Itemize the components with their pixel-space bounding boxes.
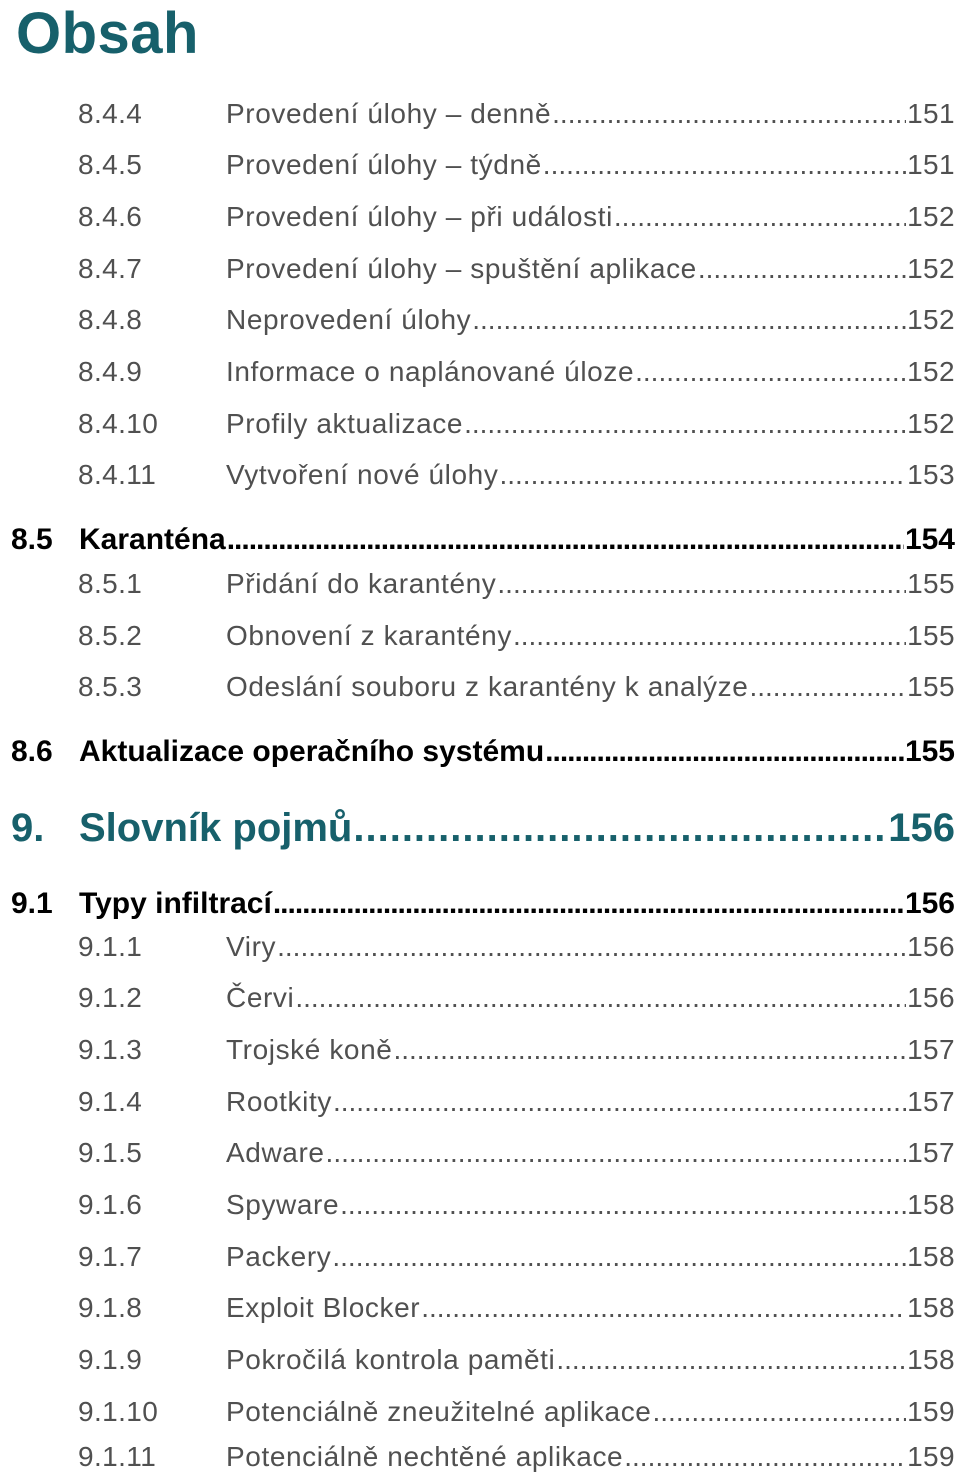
toc-entry-title: Rootkity (226, 1086, 332, 1117)
dot-leader (749, 671, 906, 703)
toc-entry-9-1-3[interactable] (0, 1034, 955, 1074)
toc-entry-9-1[interactable] (0, 887, 955, 929)
toc-entry-page: 158 (907, 1189, 955, 1220)
dot-leader (497, 568, 906, 600)
toc-entry-page: 153 (907, 459, 955, 490)
dot-leader (340, 1189, 906, 1221)
toc-entry-number: 9.1.9 (78, 1344, 143, 1375)
toc-entry-8-4-8[interactable] (0, 304, 955, 344)
toc-entry-8-4-6[interactable] (0, 201, 955, 241)
dot-leader (353, 806, 887, 851)
toc-entry-title: Obnovení z karantény (226, 620, 512, 651)
toc-entry-page: 154 (904, 523, 955, 556)
toc-entry-number: 8.5.2 (78, 620, 143, 651)
toc-entry-page: 156 (888, 806, 955, 850)
toc-entry-9-1-8[interactable] (0, 1292, 955, 1332)
toc-entry-number: 8.6 (11, 735, 53, 768)
toc-entry-title: Potenciálně zneužitelné aplikace (226, 1396, 652, 1427)
dot-leader (556, 1344, 906, 1376)
toc-entry-title: Vytvoření nové úlohy (226, 459, 499, 490)
toc-entry-title: Packery (226, 1241, 332, 1272)
toc-entry-9-1-6[interactable] (0, 1189, 955, 1229)
toc-entry-page: 151 (907, 98, 955, 129)
toc-entry-number: 8.4.5 (78, 149, 143, 180)
toc-entry-page: 155 (907, 620, 955, 651)
toc-entry-page: 159 (907, 1396, 955, 1427)
dot-leader (273, 887, 904, 921)
toc-entry-8-5-1[interactable] (0, 568, 955, 608)
toc-entry-8-4-7[interactable] (0, 253, 955, 293)
toc-entry-9-1-5[interactable] (0, 1137, 955, 1177)
toc-entry-number: 8.4.9 (78, 356, 143, 387)
toc-entry-number: 9.1.7 (78, 1241, 143, 1272)
dot-leader (543, 149, 906, 181)
toc-entry-page: 152 (907, 304, 955, 335)
toc-entry-number: 8.4.4 (78, 98, 143, 129)
toc-entry-8-4-11[interactable] (0, 459, 955, 499)
toc-entry-page: 155 (904, 735, 955, 768)
dot-leader (295, 982, 906, 1014)
toc-entry-number: 9.1.11 (78, 1441, 157, 1472)
toc-entry-9-1-2[interactable] (0, 982, 955, 1022)
toc-entry-number: 9.1.3 (78, 1034, 143, 1065)
dot-leader (652, 1396, 906, 1428)
toc-entry-page: 157 (907, 1034, 955, 1065)
dot-leader (513, 620, 906, 652)
toc-entry-8-5-2[interactable] (0, 620, 955, 660)
toc-entry-page: 159 (907, 1441, 955, 1472)
toc-entry-page: 156 (907, 982, 955, 1013)
toc-entry-title: Provedení úlohy – denně (226, 98, 552, 129)
dot-leader (472, 304, 906, 336)
dot-leader (499, 459, 906, 491)
toc-entry-page: 158 (907, 1344, 955, 1375)
dot-leader (552, 98, 906, 130)
toc-entry-page: 158 (907, 1241, 955, 1272)
toc-entry-number: 9.1.6 (78, 1189, 143, 1220)
dot-leader (421, 1292, 906, 1324)
toc-entry-9-1-4[interactable] (0, 1086, 955, 1126)
dot-leader (227, 523, 904, 557)
toc-entry-number: 8.5 (11, 523, 53, 556)
toc-entry-chapter-9[interactable] (0, 806, 955, 858)
toc-entry-title: Aktualizace operačního systému (79, 735, 545, 768)
toc-entry-page: 152 (907, 408, 955, 439)
toc-entry-number: 9.1.1 (78, 931, 143, 962)
toc-entry-title: Informace o naplánované úloze (226, 356, 635, 387)
toc-entry-title: Provedení úlohy – spuštění aplikace (226, 253, 697, 284)
toc-entry-number: 9.1.5 (78, 1137, 143, 1168)
toc-entry-number: 8.4.8 (78, 304, 143, 335)
toc-entry-page: 156 (904, 887, 955, 920)
toc-entry-9-1-10[interactable] (0, 1396, 955, 1436)
toc-entry-page: 151 (907, 149, 955, 180)
toc-entry-8-4-10[interactable] (0, 408, 955, 448)
dot-leader (277, 931, 906, 963)
toc-entry-number: 8.4.6 (78, 201, 143, 232)
toc-entry-page: 158 (907, 1292, 955, 1323)
dot-leader (635, 356, 906, 388)
dot-leader (332, 1241, 906, 1273)
dot-leader (333, 1086, 906, 1118)
toc-entry-title: Adware (226, 1137, 325, 1168)
toc-entry-page: 156 (907, 931, 955, 962)
toc-entry-8-4-9[interactable] (0, 356, 955, 396)
toc-entry-title: Profily aktualizace (226, 408, 464, 439)
toc-entry-8-4-4[interactable] (0, 98, 955, 138)
dot-leader (545, 735, 904, 769)
toc-entry-number: 8.4.11 (78, 459, 157, 490)
toc-entry-number: 8.4.7 (78, 253, 143, 284)
toc-entry-9-1-7[interactable] (0, 1241, 955, 1281)
toc-entry-title: Viry (226, 931, 277, 962)
toc-entry-number: 9.1.2 (78, 982, 143, 1013)
toc-entry-number: 9.1.4 (78, 1086, 143, 1117)
toc-entry-title: Slovník pojmů (79, 806, 353, 850)
toc-entry-title: Typy infiltrací (79, 887, 272, 920)
toc-entry-page: 157 (907, 1137, 955, 1168)
toc-entry-title: Exploit Blocker (226, 1292, 421, 1323)
page-title: Obsah (16, 1, 199, 66)
toc-entry-page: 157 (907, 1086, 955, 1117)
dot-leader (464, 408, 906, 440)
toc-entry-title: Červi (226, 982, 295, 1013)
toc-entry-page: 152 (907, 201, 955, 232)
toc-entry-title: Provedení úlohy – týdně (226, 149, 542, 180)
toc-entry-8-4-5[interactable] (0, 149, 955, 189)
toc-entry-title: Provedení úlohy – při události (226, 201, 613, 232)
dot-leader (393, 1034, 906, 1066)
dot-leader (698, 253, 906, 285)
toc-entry-title: Spyware (226, 1189, 340, 1220)
dot-leader (624, 1441, 906, 1473)
toc-entry-9-1-11[interactable] (0, 1441, 955, 1481)
toc-entry-8-5-3[interactable] (0, 671, 955, 711)
toc-entry-page: 152 (907, 356, 955, 387)
toc-entry-title: Pokročilá kontrola paměti (226, 1344, 556, 1375)
toc-entry-number: 9.1.10 (78, 1396, 159, 1427)
toc-entry-number: 9.1.8 (78, 1292, 143, 1323)
toc-entry-9-1-9[interactable] (0, 1344, 955, 1384)
toc-entry-title: Neprovedení úlohy (226, 304, 472, 335)
toc-entry-page: 152 (907, 253, 955, 284)
toc-entry-9-1-1[interactable] (0, 931, 955, 971)
toc-entry-number: 8.4.10 (78, 408, 159, 439)
toc-entry-title: Karanténa (79, 523, 226, 556)
toc-entry-page: 155 (907, 671, 955, 702)
toc-entry-number: 8.5.1 (78, 568, 143, 599)
toc-entry-page: 155 (907, 568, 955, 599)
toc-entry-title: Trojské koně (226, 1034, 393, 1065)
toc-entry-8-5[interactable] (0, 523, 955, 565)
dot-leader (326, 1137, 907, 1169)
toc-entry-8-6[interactable] (0, 735, 955, 777)
toc-entry-title: Přidání do karantény (226, 568, 497, 599)
dot-leader (614, 201, 906, 233)
toc-entry-title: Odeslání souboru z karantény k analýze (226, 671, 749, 702)
toc-entry-number: 9. (11, 806, 45, 850)
toc-entry-number: 8.5.3 (78, 671, 143, 702)
toc-entry-title: Potenciálně nechtěné aplikace (226, 1441, 624, 1472)
toc-entry-number: 9.1 (11, 887, 53, 920)
